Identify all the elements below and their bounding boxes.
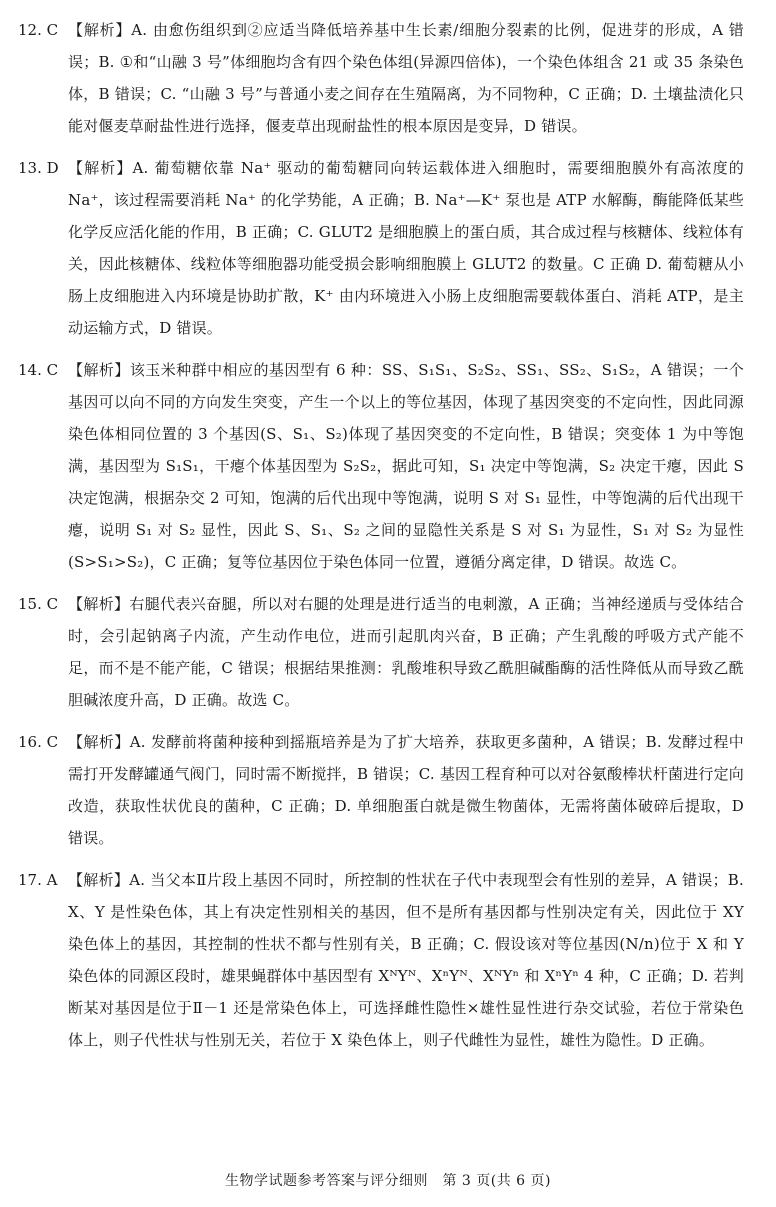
answer-explanation: 【解析】A. 发酵前将菌种接种到摇瓶培养是为了扩大培养，获取更多菌种，A 错误；B. 发酵过程中需打开发酵罐通气阀门，同时需不断搅拌，B 错误；C. 基因工程育种可以对谷氨酸棒状杆菌进行定向改造，获取性状优良的菌种，C 正确；D. 单细胞蛋白就是微生物菌体，无需将菌体破碎后提取，D 错误。 (68, 733, 744, 847)
answer-explanation: 【解析】右腿代表兴奋腿，所以对右腿的处理是进行适当的电刺激，A 正确；当神经递质与受体结合时，会引起钠离子内流，产生动作电位，进而引起肌肉兴奋，B 正确；产生乳酸的呼吸方式产能不足，而不是不能产能，C 错误；根据结果推测：乳酸堆积导致乙酰胆碱酯酶的活性降低从而导致乙酰胆碱浓度升高，D 正确。故选 C。 (68, 595, 744, 709)
answer-item-16 (18, 726, 744, 854)
page-footer: 生物学试题参考答案与评分细则 第 3 页(共 6 页) (224, 1173, 552, 1189)
answer-number: 12. C (18, 21, 59, 39)
answer-explanation: 【解析】该玉米种群中相应的基因型有 6 种：SS、S₁S₁、S₂S₂、SS₁、SS₂、S₁S₂，A 错误；一个基因可以向不同的方向发生突变，产生一个以上的等位基因，体现了基因突变的不定向性，因此同源染色体相同位置的 3 个基因(S、S₁、S₂)体现了基因突变的不定向性，B 错误；突变体 1 为中等饱满，基因型为 S₁S₁，干瘪个体基因型为 S₂S₂，据此可知，S₁ 决定中等饱满，S₂ 决定干瘪，因此 S 决定饱满，根据杂交 2 可知，饱满的后代出现中等饱满，说明 S 对 S₁ 显性，中等饱满的后代出现干瘪，说明 S₁ 对 S₂ 显性，因此 S、S₁、S₂ 之间的显隐性关系是 S 对 S₁ 为显性，S₁ 对 S₂ 为显性(S>S₁>S₂)，C 正确；复等位基因位于染色体同一位置，遵循分离定律，D 错误。故选 C。 (68, 361, 744, 571)
answer-item-12 (18, 14, 744, 142)
answer-number: 17. A (18, 871, 58, 889)
answer-number: 14. C (18, 361, 59, 379)
answer-list (18, 14, 744, 1066)
answer-item-15 (18, 588, 744, 716)
answer-number: 15. C (18, 595, 59, 613)
answer-item-13 (18, 152, 744, 344)
answer-number: 13. D (18, 159, 59, 177)
answer-explanation: 【解析】A. 当父本Ⅱ片段上基因不同时，所控制的性状在子代中表现型会有性别的差异，A 错误；B. X、Y 是性染色体，其上有决定性别相关的基因，但不是所有基因都与性别决定有关，因此位于 XY 染色体上的基因，其控制的性状不都与性别有关，B 正确；C. 假设该对等位基因(N/n)位于 X 和 Y 染色体的同源区段时，雄果蝇群体中基因型有 XᴺYᴺ、XⁿYᴺ、XᴺYⁿ 和 XⁿYⁿ 4 种，C 正确；D. 若判断某对基因是位于Ⅱ－1 还是常染色体上，可选择雌性隐性×雄性显性进行杂交试验，若位于常染色体上，则子代性状与性别无关，若位于 X 染色体上，则子代雌性为显性，雄性为隐性。D 正确。 (68, 871, 744, 1049)
answer-explanation: 【解析】A. 由愈伤组织到②应适当降低培养基中生长素/细胞分裂素的比例，促进芽的形成，A 错误；B. ①和“山融 3 号”体细胞均含有四个染色体组(异源四倍体)，一个染色体组含 21 或 35 条染色体，B 错误；C. “山融 3 号”与普通小麦之间存在生殖隔离，为不同物种，C 正确；D. 土壤盐渍化只能对偃麦草耐盐性进行选择，偃麦草出现耐盐性的根本原因是变异，D 错误。 (68, 21, 744, 135)
answer-item-17 (18, 864, 744, 1056)
answer-item-14 (18, 354, 744, 578)
answer-number: 16. C (18, 733, 59, 751)
answer-explanation: 【解析】A. 葡萄糖依靠 Na⁺ 驱动的葡萄糖同向转运载体进入细胞时，需要细胞膜外有高浓度的 Na⁺，该过程需要消耗 Na⁺ 的化学势能，A 正确；B. Na⁺—K⁺ 泵也是 ATP 水解酶，酶能降低某些化学反应活化能的作用，B 正确；C. GLUT2 是细胞膜上的蛋白质，其合成过程与核糖体、线粒体有关，因此核糖体、线粒体等细胞器功能受损会影响细胞膜上 GLUT2 的数量。C 正确 D. 葡萄糖从小肠上皮细胞进入内环境是协助扩散，K⁺ 由内环境进入小肠上皮细胞需要载体蛋白、消耗 ATP，是主动运输方式，D 错误。 (68, 159, 744, 337)
